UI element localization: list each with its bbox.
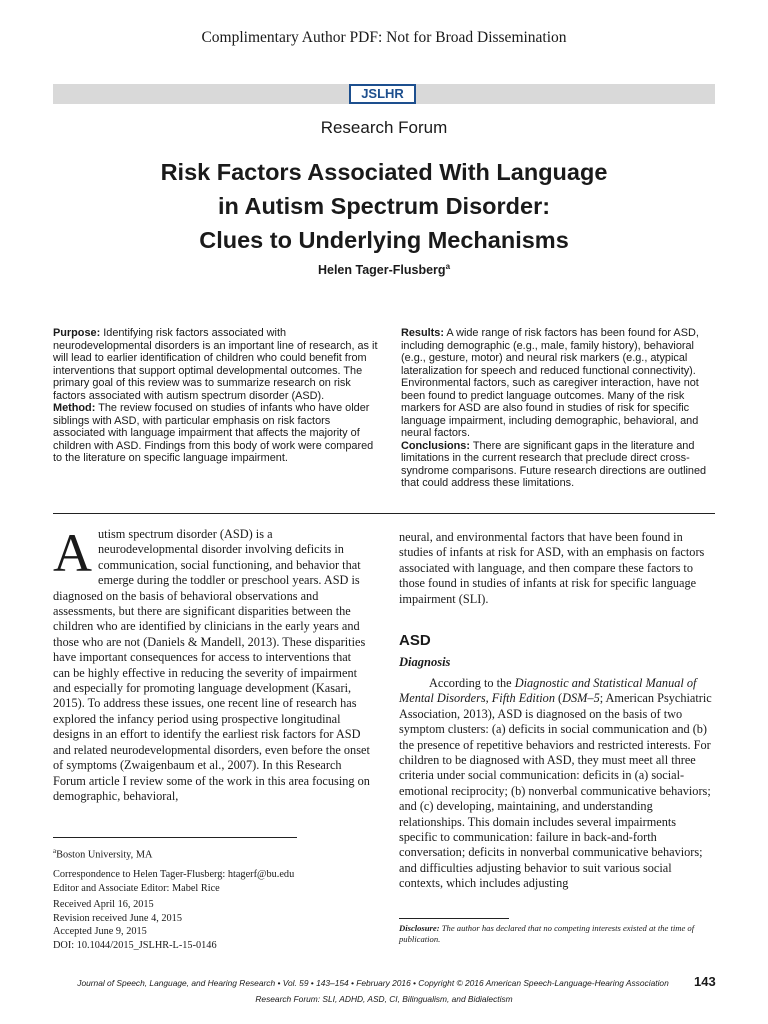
purpose-text: Identifying risk factors associated with neurodevelopmental disorders is an important line of research, as it will lead to earlier identification of children who could benefit from interventions that support optimal developmental outcomes. The primary goal of this review was to summarize research on risk factors associated with autism spectrum disorder (ASD). (53, 327, 378, 402)
revision-date: Revision received June 4, 2015 (53, 912, 182, 924)
method-label: Method: (53, 402, 96, 414)
editor-line: Editor and Associate Editor: Mabel Rice (53, 882, 220, 894)
author-pdf-notice: Complimentary Author PDF: Not for Broad Dissemination (201, 29, 567, 46)
received-date: Received April 16, 2015 (53, 899, 154, 911)
results-label: Results: (401, 327, 444, 339)
disclosure-divider (399, 918, 509, 919)
article-type-label: Research Forum (320, 118, 448, 137)
disclosure-text: The author has declared that no competing interests existed at the time of publication. (399, 923, 695, 944)
disclosure (399, 923, 717, 945)
subsection-heading: Diagnosis (399, 655, 451, 669)
author-name: Helen Tager-Flusberg (317, 263, 446, 278)
diag-pre: According to the (429, 676, 515, 690)
page-number: 143 (694, 974, 716, 989)
forum-series-footer: Research Forum: SLI, ADHD, ASD, CI, Bilingualism, and Bidialectism (255, 994, 513, 1004)
journal-badge: JSLHR (349, 84, 416, 104)
article-title (0, 155, 768, 257)
abstract-left-column (53, 327, 381, 465)
drop-cap: A (53, 523, 92, 583)
disclosure-label: Disclosure: (399, 923, 440, 933)
abstract-results (401, 327, 721, 440)
dsm-title: Diagnostic and Statistical Manual of Mental Disorders, Fifth Edition (399, 676, 697, 706)
affiliation (53, 845, 373, 862)
body-left-column (53, 523, 371, 804)
body-right-column-top (399, 530, 717, 607)
abstract-right-column (401, 327, 721, 490)
method-text: The review focused on studies of infants who have older siblings with ASD, with particular emphasis on risk factors associated with language impairment that affects the majority of children with ASD. Findings from this body of work were compared to the literature on specific language impairment. (53, 402, 374, 464)
doi: DOI: 10.1044/2015_JSLHR-L-15-0146 (53, 939, 217, 951)
diag-mid: ( (554, 691, 563, 706)
title-line: in Autism Spectrum Disorder: (217, 193, 551, 219)
intro-continuation: neural, and environmental factors that have been found in studies of infants at risk for ASD, with an emphasis on factors associated with language, and then compare these factors to those found in studies of infants at risk for specific language impairment (SLI). (399, 530, 705, 606)
intro-text: utism spectrum disorder (ASD) is a neurodevelopmental disorder involving deficits in communication, social functioning, and behavior that emerge during the toddler or preschool years. ASD is diagnosed on the basis of behavioral observations and assessments, but there are significant disparities between the children who are identified by clinicians in the early years and those who are not (Daniels & Mandell, 2013). These disparities have important consequences for access to interventions that can be highly effective in reducing the severity of impairment and especially for promoting language development (Kasari, 2015). To address these issues, one recent line of research has explored the infancy period using prospective longitudinal designs in an effort to identify the earliest risk factors for ASD and related neurodevelopmental disorders, even before the onset of symptoms (Zwaigenbaum et al., 2007). In this Research Forum article I review some of the work in this area focusing on demographic, behavioral, (53, 527, 370, 803)
diag-post: ; American Psychiatric Association, 2013), ASD is diagnosed on the basis of two symptom clusters: (a) deficits in social communication and (b) the presence of repetitive behaviors and restricted interests. For children to be diagnosed with ASD, they must meet all three criteria under social communication: deficits in (a) social-emotional reciprocity; (b) nonverbal communicative behaviors; and (c) developing, maintaining, and understanding relationships. This domain includes several impairments specific to communication: failure in back-and-forth conversation; deficits in nonverbal communicative behaviors; and difficulties adjusting behavior to suit various social contexts, which includes adjusting (399, 691, 712, 891)
correspondence: Correspondence to Helen Tager-Flusberg: htagerf@bu.edu (53, 869, 295, 881)
results-text: A wide range of risk factors has been found for ASD, including demographic (e.g., male, family history), behavioral (e.g., gesture, motor) and neural risk markers (e.g., atypical lateralization for speech and reduced functional connectivity). Environmental factors, such as caregiver interaction, have not been found to predict language outcomes. Many of the risk markers for ASD are also found in studies of risk for specific language impairment, including demographic, behavioral, and neural factors. (401, 327, 699, 439)
abstract-purpose (53, 327, 381, 402)
abstract-method (53, 402, 381, 465)
diagnosis-paragraph (399, 676, 717, 892)
author-affiliation-marker: a (445, 262, 451, 271)
abstract-conclusions (401, 440, 721, 490)
diagnosis-text (399, 676, 717, 892)
affiliation-text: Boston University, MA (56, 849, 153, 861)
title-line: Risk Factors Associated With Language (160, 159, 608, 185)
abstract-divider (53, 513, 715, 514)
accepted-date: Accepted June 9, 2015 (53, 926, 147, 938)
journal-citation-footer: Journal of Speech, Language, and Hearing Research • Vol. 59 • 143–154 • February 2016 • Copyright © 2016 American Speech-Language-Hearing Association (77, 978, 669, 988)
footnotes (53, 845, 373, 953)
affiliation-marker: a (53, 847, 57, 855)
intro-paragraph (53, 523, 371, 804)
section-heading: ASD (399, 632, 431, 649)
conclusions-text: There are significant gaps in the literature and limitations in the current research that preclude direct cross-syndrome comparisons. Future research directions are outlined that could address these limitations. (401, 439, 707, 489)
title-line: Clues to Underlying Mechanisms (199, 227, 569, 253)
purpose-label: Purpose: (53, 327, 101, 339)
footnote-divider (53, 837, 297, 838)
conclusions-label: Conclusions: (401, 439, 470, 452)
dsm-abbrev: DSM–5 (562, 691, 600, 706)
author-line (0, 262, 768, 277)
